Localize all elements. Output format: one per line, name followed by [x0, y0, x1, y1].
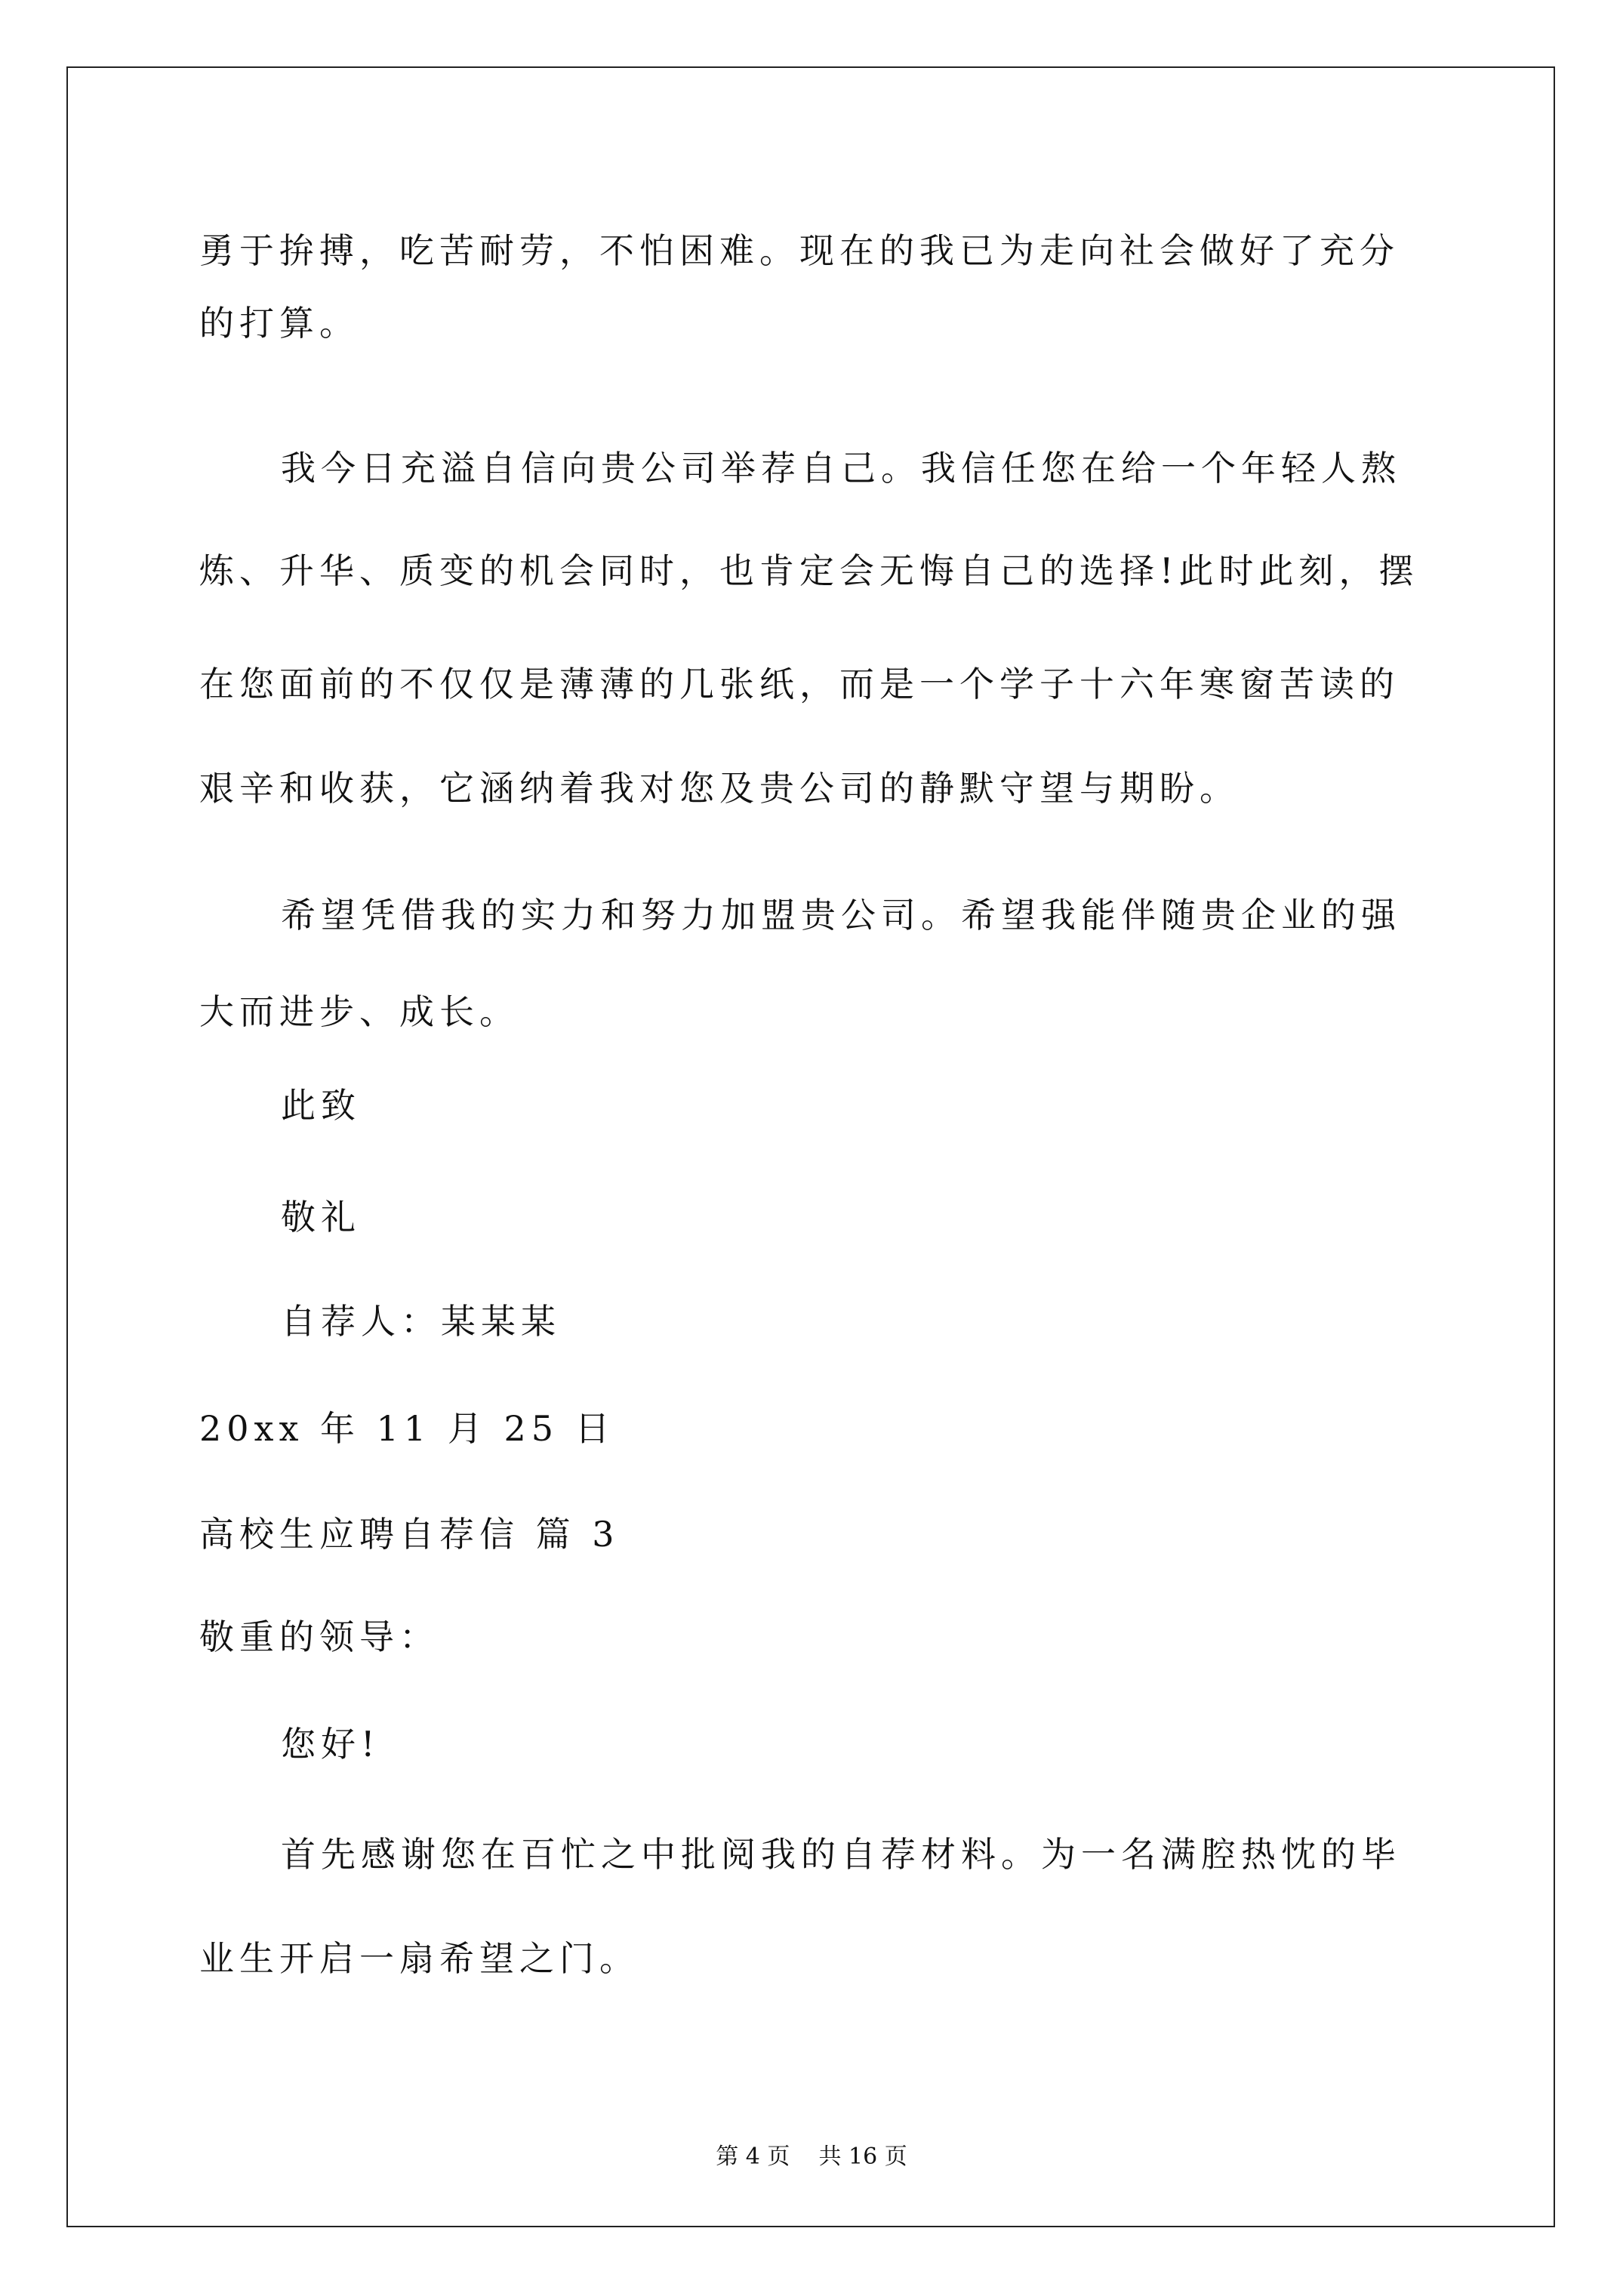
signature-line: 自荐人：某某某 [281, 1301, 561, 1342]
body-line-6: 艰辛和收获，它涵纳着我对您及贵公司的静默守望与期盼。 [199, 768, 1240, 809]
page-number-footer: 第 4 页 共 16 页 [716, 2143, 907, 2170]
body-line-1: 勇于拚搏，吃苦耐劳，不怕困难。现在的我已为走向社会做好了充分 [199, 230, 1400, 271]
body-line-8: 大而进步、成长。 [199, 991, 519, 1032]
closing-regards: 敬礼 [281, 1197, 361, 1237]
body-line-16: 首先感谢您在百忙之中批阅我的自荐材料。为一名满腔热忱的毕 [281, 1834, 1401, 1875]
date-line: 20xx 年 11 月 25 日 [199, 1408, 615, 1449]
page-border [66, 66, 1555, 2227]
greeting-line: 敬重的领导： [199, 1616, 439, 1657]
closing-salutation: 此致 [281, 1085, 361, 1126]
body-line-4: 炼、升华、质变的机会同时，也肯定会无悔自己的选择!此时此刻，摆 [199, 550, 1419, 591]
body-line-5: 在您面前的不仅仅是薄薄的几张纸，而是一个学子十六年寒窗苦读的 [199, 664, 1400, 704]
body-line-7: 希望凭借我的实力和努力加盟贵公司。希望我能伴随贵企业的强 [281, 895, 1401, 935]
body-line-2: 的打算。 [199, 303, 359, 344]
section-title: 高校生应聘自荐信 篇 3 [199, 1514, 620, 1555]
body-line-3: 我今日充溢自信向贵公司举荐自己。我信任您在给一个年轻人熬 [281, 448, 1401, 488]
hello-line: 您好! [281, 1724, 380, 1764]
body-line-17: 业生开启一扇希望之门。 [199, 1938, 639, 1979]
